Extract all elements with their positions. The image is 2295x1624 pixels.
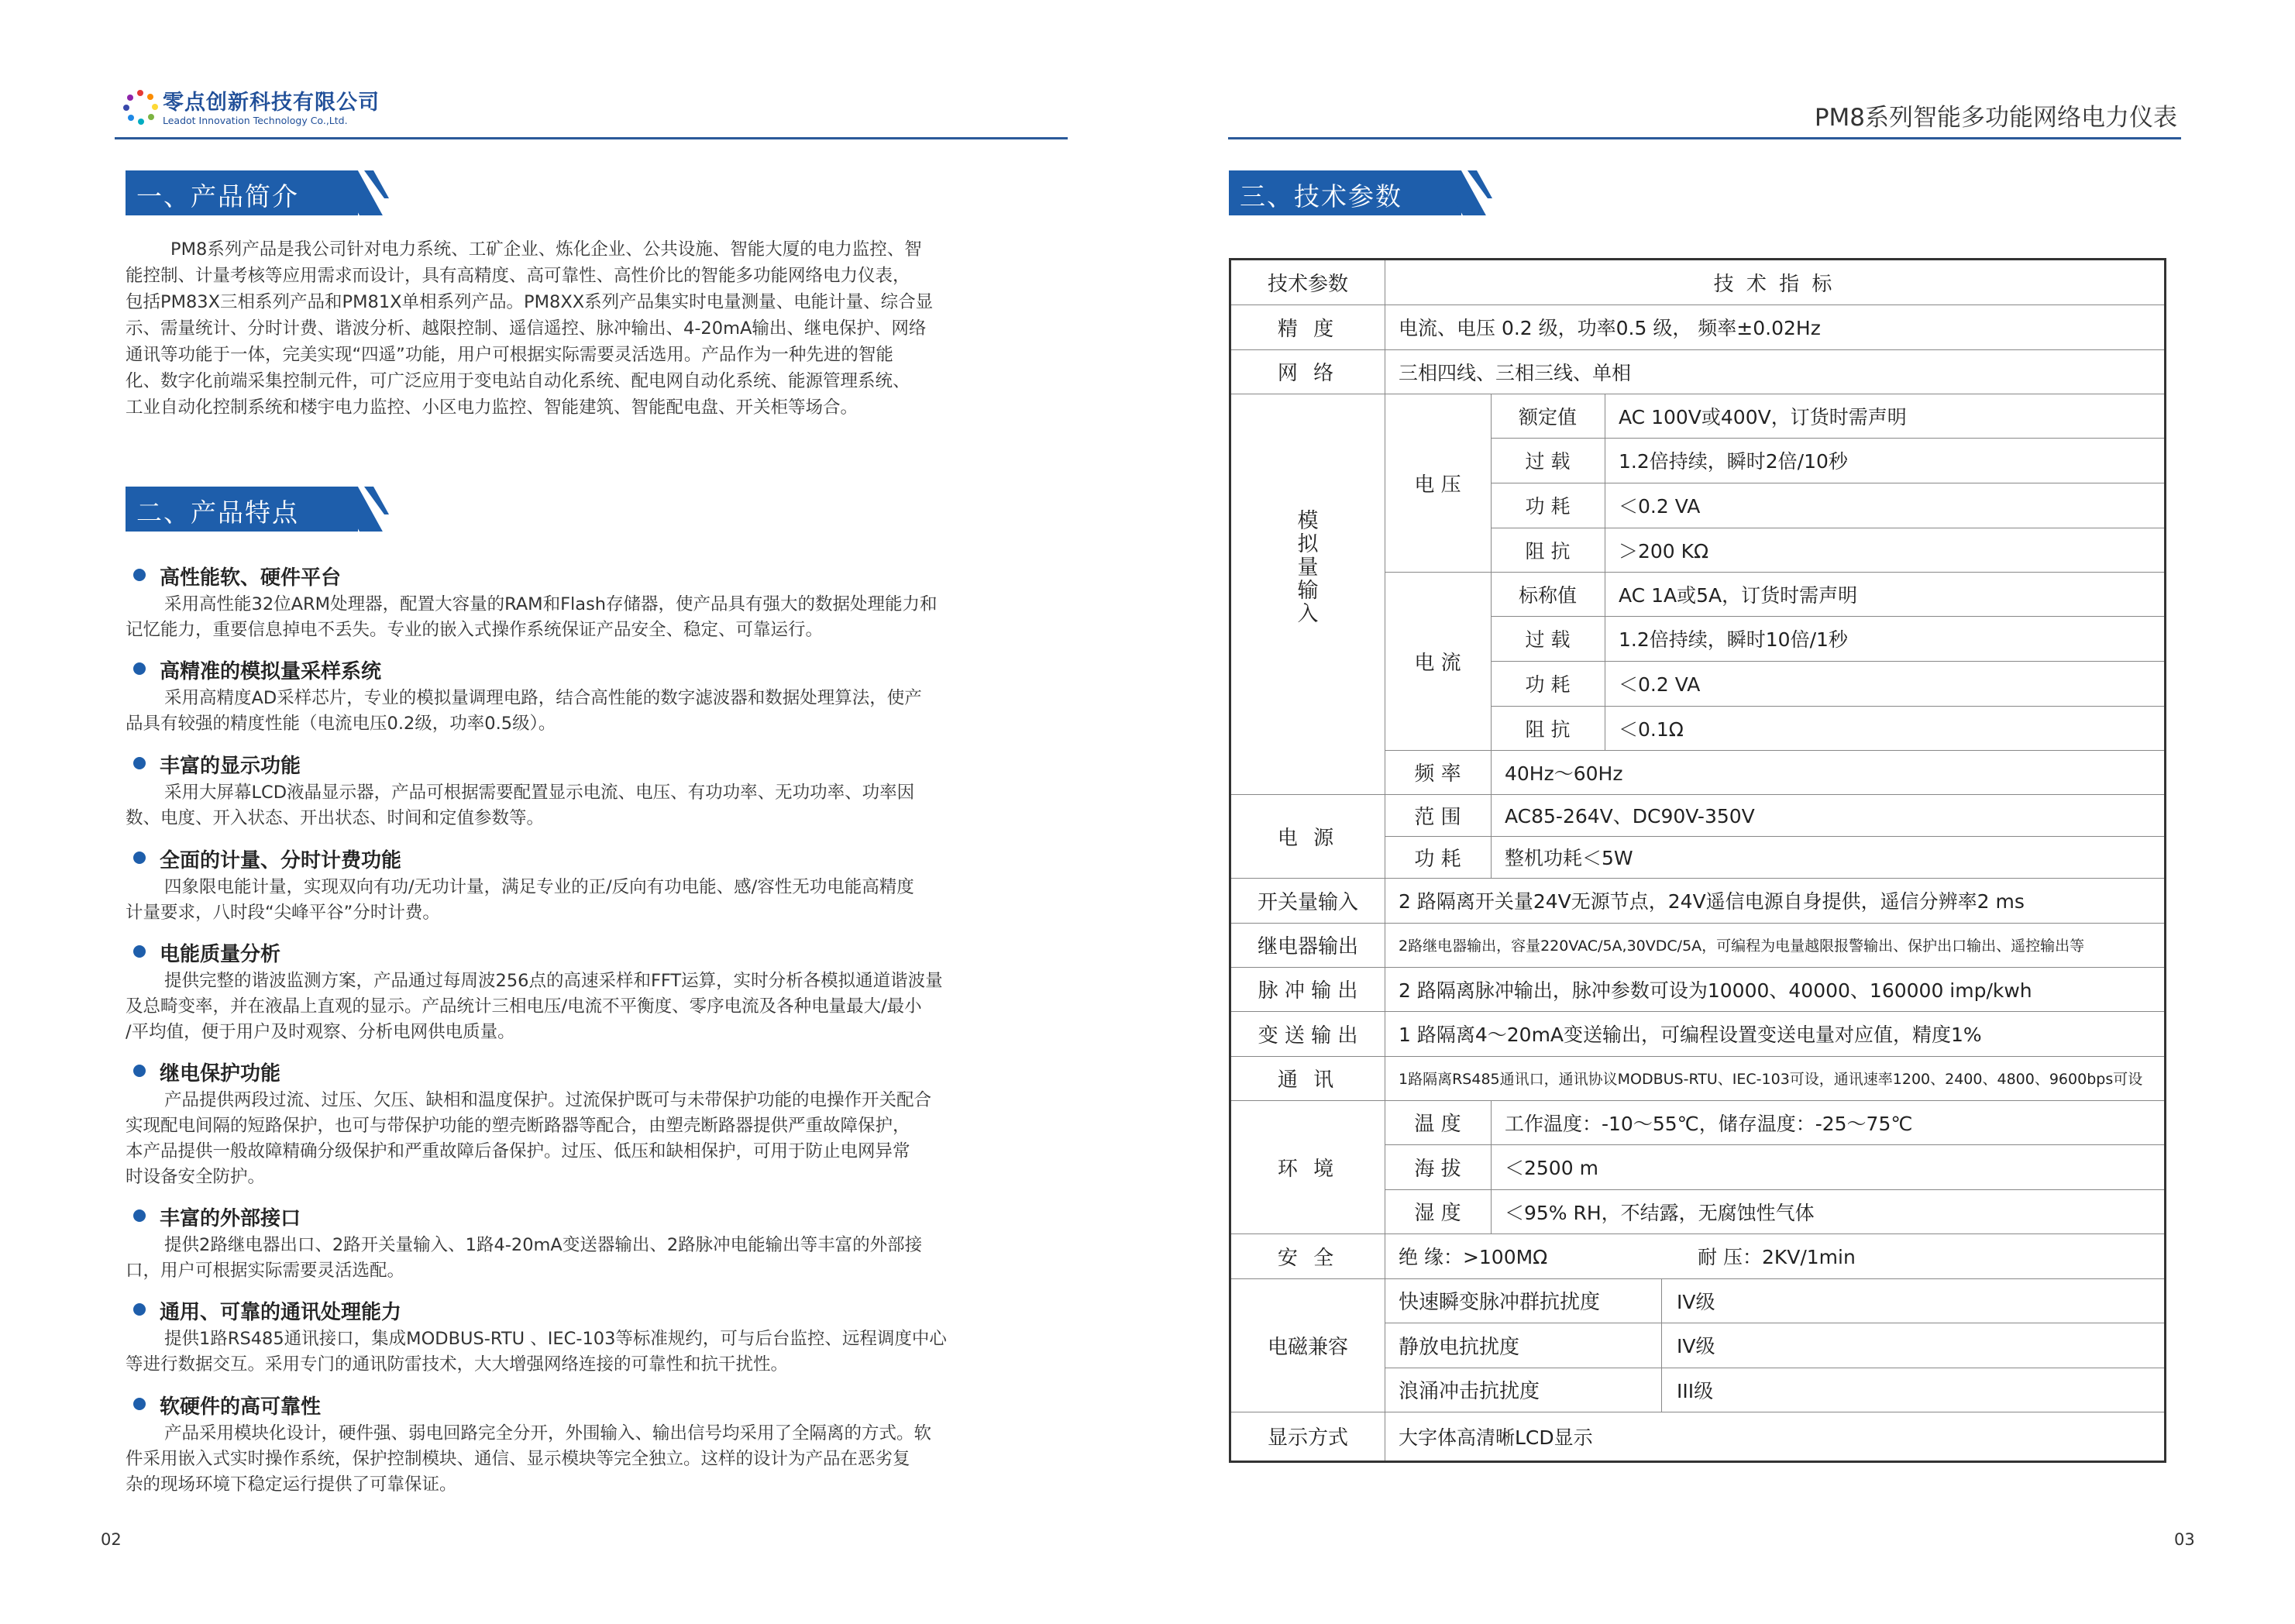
intro-line: 通讯等功能于一体，完美实现“四遥”功能，用户可根据实际需要灵活选用。产品作为一种先进的智能 [126,345,893,365]
current-label: 电 流 [1414,651,1461,675]
feature-item [160,845,1066,873]
row-label-env: 环 境 [1277,1157,1339,1181]
env-param: 湿 度 [1414,1202,1461,1225]
env-value: ＜95% RH，不结露，无腐蚀性气体 [1505,1201,1815,1224]
voltage-param: 功 耗 [1525,495,1571,518]
feature-body [126,1326,1063,1378]
row-value-comm: 1路隔离RS485通讯口，通讯协议MODBUS-RTU、IEC-103可设，通讯速率1200、2400、4800、9600bps可设 [1399,1071,2143,1088]
voltage-value: ＞200 KΩ [1619,539,1709,563]
feature-line: 采用大屏幕LCD液晶显示器，产品可根据需要配置显示电流、电压、有功功率、无功功率、功率因 [164,783,915,803]
feature-line: /平均值，便于用户及时观察、分析电网供电质量。 [126,1022,515,1042]
feature-title: 丰富的外部接口 [160,1207,301,1230]
freq-label: 频 率 [1414,762,1461,786]
page-number-right: 03 [2174,1530,2195,1549]
row-value-display: 大字体高清晰LCD显示 [1399,1426,1593,1449]
table-head-param: 技术参数 [1267,273,1348,296]
voltage-value: 1.2倍持续，瞬时2倍/10秒 [1619,450,1848,473]
feature-line: 件采用嵌入式实时操作系统，保护控制模块、通信、显示模块等完全独立。这样的设计为产品在恶劣复 [126,1449,910,1469]
current-param: 过 载 [1525,628,1571,651]
bullet-dot-icon [133,1303,146,1316]
feature-line: 提供完整的谐波监测方案，产品通过每周波256点的高速采样和FFT运算，实时分析各模拟通道谐波量 [164,971,943,991]
section-banner-intro [126,170,389,215]
row-value-transmit: 1 路隔离4～20mA变送输出，可编程设置变送电量对应值，精度1% [1399,1024,1982,1046]
feature-title: 继电保护功能 [160,1062,281,1086]
bullet-dot-icon [133,662,146,675]
product-title: PM8系列智能多功能网络电力仪表 [1814,104,2177,132]
current-value: AC 1A或5A，订货时需声明 [1619,583,1858,607]
header-rule-right [1228,137,2181,139]
bullet-dot-icon [133,757,146,769]
feature-line: 采用高精度AD采样芯片，专业的模拟量调理电路，结合高性能的数字滤波器和数据处理算法，使产 [164,688,922,708]
voltage-param: 额定值 [1518,405,1577,428]
feature-item [160,1391,1066,1419]
emc-param: 静放电抗扰度 [1399,1335,1520,1359]
feature-title: 电能质量分析 [160,943,281,966]
row-label-network: 网 络 [1277,362,1339,385]
row-label-switch-in: 开关量输入 [1257,890,1358,914]
feature-item [160,938,1066,967]
power-consumption-label: 功 耗 [1414,847,1461,871]
row-label-pulse: 脉 冲 输 出 [1258,979,1358,1003]
current-value: 1.2倍持续，瞬时10倍/1秒 [1619,628,1848,651]
feature-body [126,875,1063,926]
page-number-left: 02 [101,1530,122,1549]
current-param: 功 耗 [1525,673,1571,696]
feature-item [160,1058,1066,1086]
env-value: 工作温度：-10～55℃，储存温度：-25～75℃ [1505,1112,1913,1135]
voltage-label: 电 压 [1414,473,1461,497]
row-label-safety: 安 全 [1277,1246,1339,1270]
feature-line: 本产品提供一般故障精确分级保护和严重故障后备保护。过压、低压和缺相保护，可用于防止电网异常 [126,1141,910,1161]
current-value: ＜0.1Ω [1619,717,1684,741]
dot-ring-logo-icon [121,88,160,127]
intro-line: 能控制、计量考核等应用需求而设计，具有高精度、高可靠性、高性价比的智能多功能网络电力仪表， [126,266,910,286]
section-title-features: 二、产品特点 [136,497,299,528]
emc-param: 浪涌冲击抗扰度 [1399,1380,1540,1403]
voltage-param: 阻 抗 [1525,539,1571,563]
emc-value: IV级 [1677,1335,1715,1357]
feature-title: 丰富的显示功能 [160,755,301,778]
header-rule-left [115,137,1068,139]
row-label-transmit: 变 送 输 出 [1258,1024,1358,1048]
spec-table [1229,258,2166,1463]
feature-line: 时设备安全防护。 [126,1167,266,1187]
intro-line: 示、需量统计、分时计费、谐波分析、越限控制、遥信遥控、脉冲输出、4-20mA输出、继电保护、网络 [126,318,927,339]
emc-param: 快速瞬变脉冲群抗扰度 [1399,1291,1601,1314]
row-label-emc: 电磁兼容 [1267,1335,1348,1359]
feature-title: 高精准的模拟量采样系统 [160,660,382,683]
row-value-relay: 2路继电器输出，容量220VAC/5A,30VDC/5A，可编程为电量越限报警输出、保护出口输出、遥控输出等 [1399,938,2085,955]
company-name-en: Leadot Innovation Technology Co.,Ltd. [163,115,348,126]
feature-body [126,1421,1063,1498]
feature-body [126,969,1063,1045]
power-range-value: AC85-264V、DC90V-350V [1505,805,1755,827]
intro-line: PM8系列产品是我公司针对电力系统、工矿企业、炼化企业、公共设施、智能大厦的电力监控、智 [170,239,922,260]
power-consumption-value: 整机功耗＜5W [1505,847,1633,869]
row-label-power: 电 源 [1277,826,1339,850]
row-label-comm: 通 讯 [1277,1068,1339,1092]
bullet-dot-icon [133,1398,146,1410]
safety-withstand: 耐 压：2KV/1min [1698,1246,1856,1268]
row-label-relay: 继电器输出 [1257,935,1358,958]
feature-line: 实现配电间隔的短路保护，也可与带保护功能的塑壳断路器等配合，由塑壳断路器提供严重故障保护， [126,1116,910,1136]
feature-line: 四象限电能计量，实现双向有功/无功计量，满足专业的正/反向有功电能、感/容性无功电能高精度 [164,877,914,897]
feature-body [126,1088,1063,1190]
feature-title: 全面的计量、分时计费功能 [160,849,402,872]
feature-line: 记忆能力，重要信息掉电不丢失。专业的嵌入式操作系统保证产品安全、稳定、可靠运行。 [126,620,824,640]
voltage-param: 过 载 [1525,450,1571,473]
voltage-value: ＜0.2 VA [1619,495,1701,518]
bullet-dot-icon [133,1209,146,1222]
feature-body [126,780,1063,831]
row-value-switch-in: 2 路隔离开关量24V无源节点，24V遥信电源自身提供，遥信分辨率2 ms [1399,890,2025,913]
company-name-cn: 零点创新科技有限公司 [163,91,380,115]
feature-item [160,750,1066,779]
env-value: ＜2500 m [1505,1157,1598,1179]
emc-value: III级 [1677,1379,1714,1402]
freq-value: 40Hz～60Hz [1505,762,1623,785]
feature-line: 口，用户可根据实际需要灵活选配。 [126,1261,405,1281]
feature-line: 品具有较强的精度性能（电流电压0.2级，功率0.5级）。 [126,714,556,734]
feature-title: 通用、可靠的通讯处理能力 [160,1301,402,1324]
row-value-pulse: 2 路隔离脉冲输出，脉冲参数可设为10000、40000、160000 imp/kwh [1399,979,2032,1002]
section-banner-features [126,487,389,532]
feature-line: 提供2路继电器出口、2路开关量输入、1路4-20mA变送器输出、2路脉冲电能输出等丰富的外部接 [164,1235,923,1255]
intro-paragraph [126,236,1063,421]
feature-title: 高性能软、硬件平台 [160,566,342,590]
row-label-analog: 模 拟 量 输 入 [1297,509,1319,626]
row-label-display: 显示方式 [1267,1426,1348,1450]
feature-item [160,562,1066,590]
feature-line: 产品提供两段过流、过压、欠压、缺相和温度保护。过流保护既可与未带保护功能的电操作开关配合 [164,1090,932,1110]
feature-body [126,592,1063,643]
bullet-dot-icon [133,945,146,958]
feature-line: 产品采用模块化设计，硬件强、弱电回路完全分开，外围输入、输出信号均采用了全隔离的方式。软 [164,1423,932,1443]
feature-line: 杂的现场环境下稳定运行提供了可靠保证。 [126,1474,457,1495]
current-param: 阻 抗 [1525,717,1571,741]
feature-line: 等进行数据交互。采用专门的通讯防雷技术，大大增强网络连接的可靠性和抗干扰性。 [126,1354,789,1375]
intro-line: 化、数字化前端采集控制元件，可广泛应用于变电站自动化系统、配电网自动化系统、能源管理系统、 [126,371,910,391]
env-param: 海 拔 [1414,1157,1461,1181]
section-title-intro: 一、产品简介 [136,181,299,212]
feature-body [126,1233,1063,1284]
row-label-precision: 精 度 [1277,317,1339,341]
feature-line: 及总畸变率，并在液晶上直观的显示。产品统计三相电压/电流不平衡度、零序电流及各种电量最大/最小 [126,996,922,1017]
row-value-network: 三相四线、三相三线、单相 [1399,361,1632,384]
bullet-dot-icon [133,852,146,864]
power-range-label: 范 围 [1414,805,1461,829]
feature-item [160,1203,1066,1231]
safety-insulation: 绝 缘：>100MΩ [1399,1246,1548,1268]
current-value: ＜0.2 VA [1619,673,1701,696]
feature-body [126,686,1063,737]
table-head-index: 技 术 指 标 [1713,273,1836,296]
feature-item [160,655,1066,684]
feature-line: 计量要求，八时段“尖峰平谷”分时计费。 [126,903,440,923]
section-title-specs: 三、技术参数 [1240,181,1402,212]
feature-line: 提供1路RS485通讯接口，集成MODBUS-RTU 、IEC-103等标准规约，可与后台监控、远程调度中心 [164,1329,947,1349]
feature-line: 采用高性能32位ARM处理器，配置大容量的RAM和Flash存储器，使产品具有强大的数据处理能力和 [164,594,938,614]
bullet-dot-icon [133,1065,146,1077]
voltage-value: AC 100V或400V，订货时需声明 [1619,405,1907,428]
section-banner-specs [1229,170,1492,215]
emc-value: IV级 [1677,1290,1715,1313]
row-value-precision: 电流、电压 0.2 级，功率0.5 级， 频率±0.02Hz [1399,317,1821,339]
feature-item [160,1296,1066,1325]
intro-line: 包括PM83X三相系列产品和PM81X单相系列产品。PM8XX系列产品集实时电量测量、电能计量、综合显 [126,292,934,312]
current-param: 标称值 [1518,583,1577,607]
intro-line: 工业自动化控制系统和楼宇电力监控、小区电力监控、智能建筑、智能配电盘、开关柜等场合。 [126,397,858,418]
env-param: 温 度 [1414,1113,1461,1136]
feature-line: 数、电度、开入状态、开出状态、时间和定值参数等。 [126,808,545,828]
feature-title: 软硬件的高可靠性 [160,1395,322,1419]
bullet-dot-icon [133,569,146,581]
